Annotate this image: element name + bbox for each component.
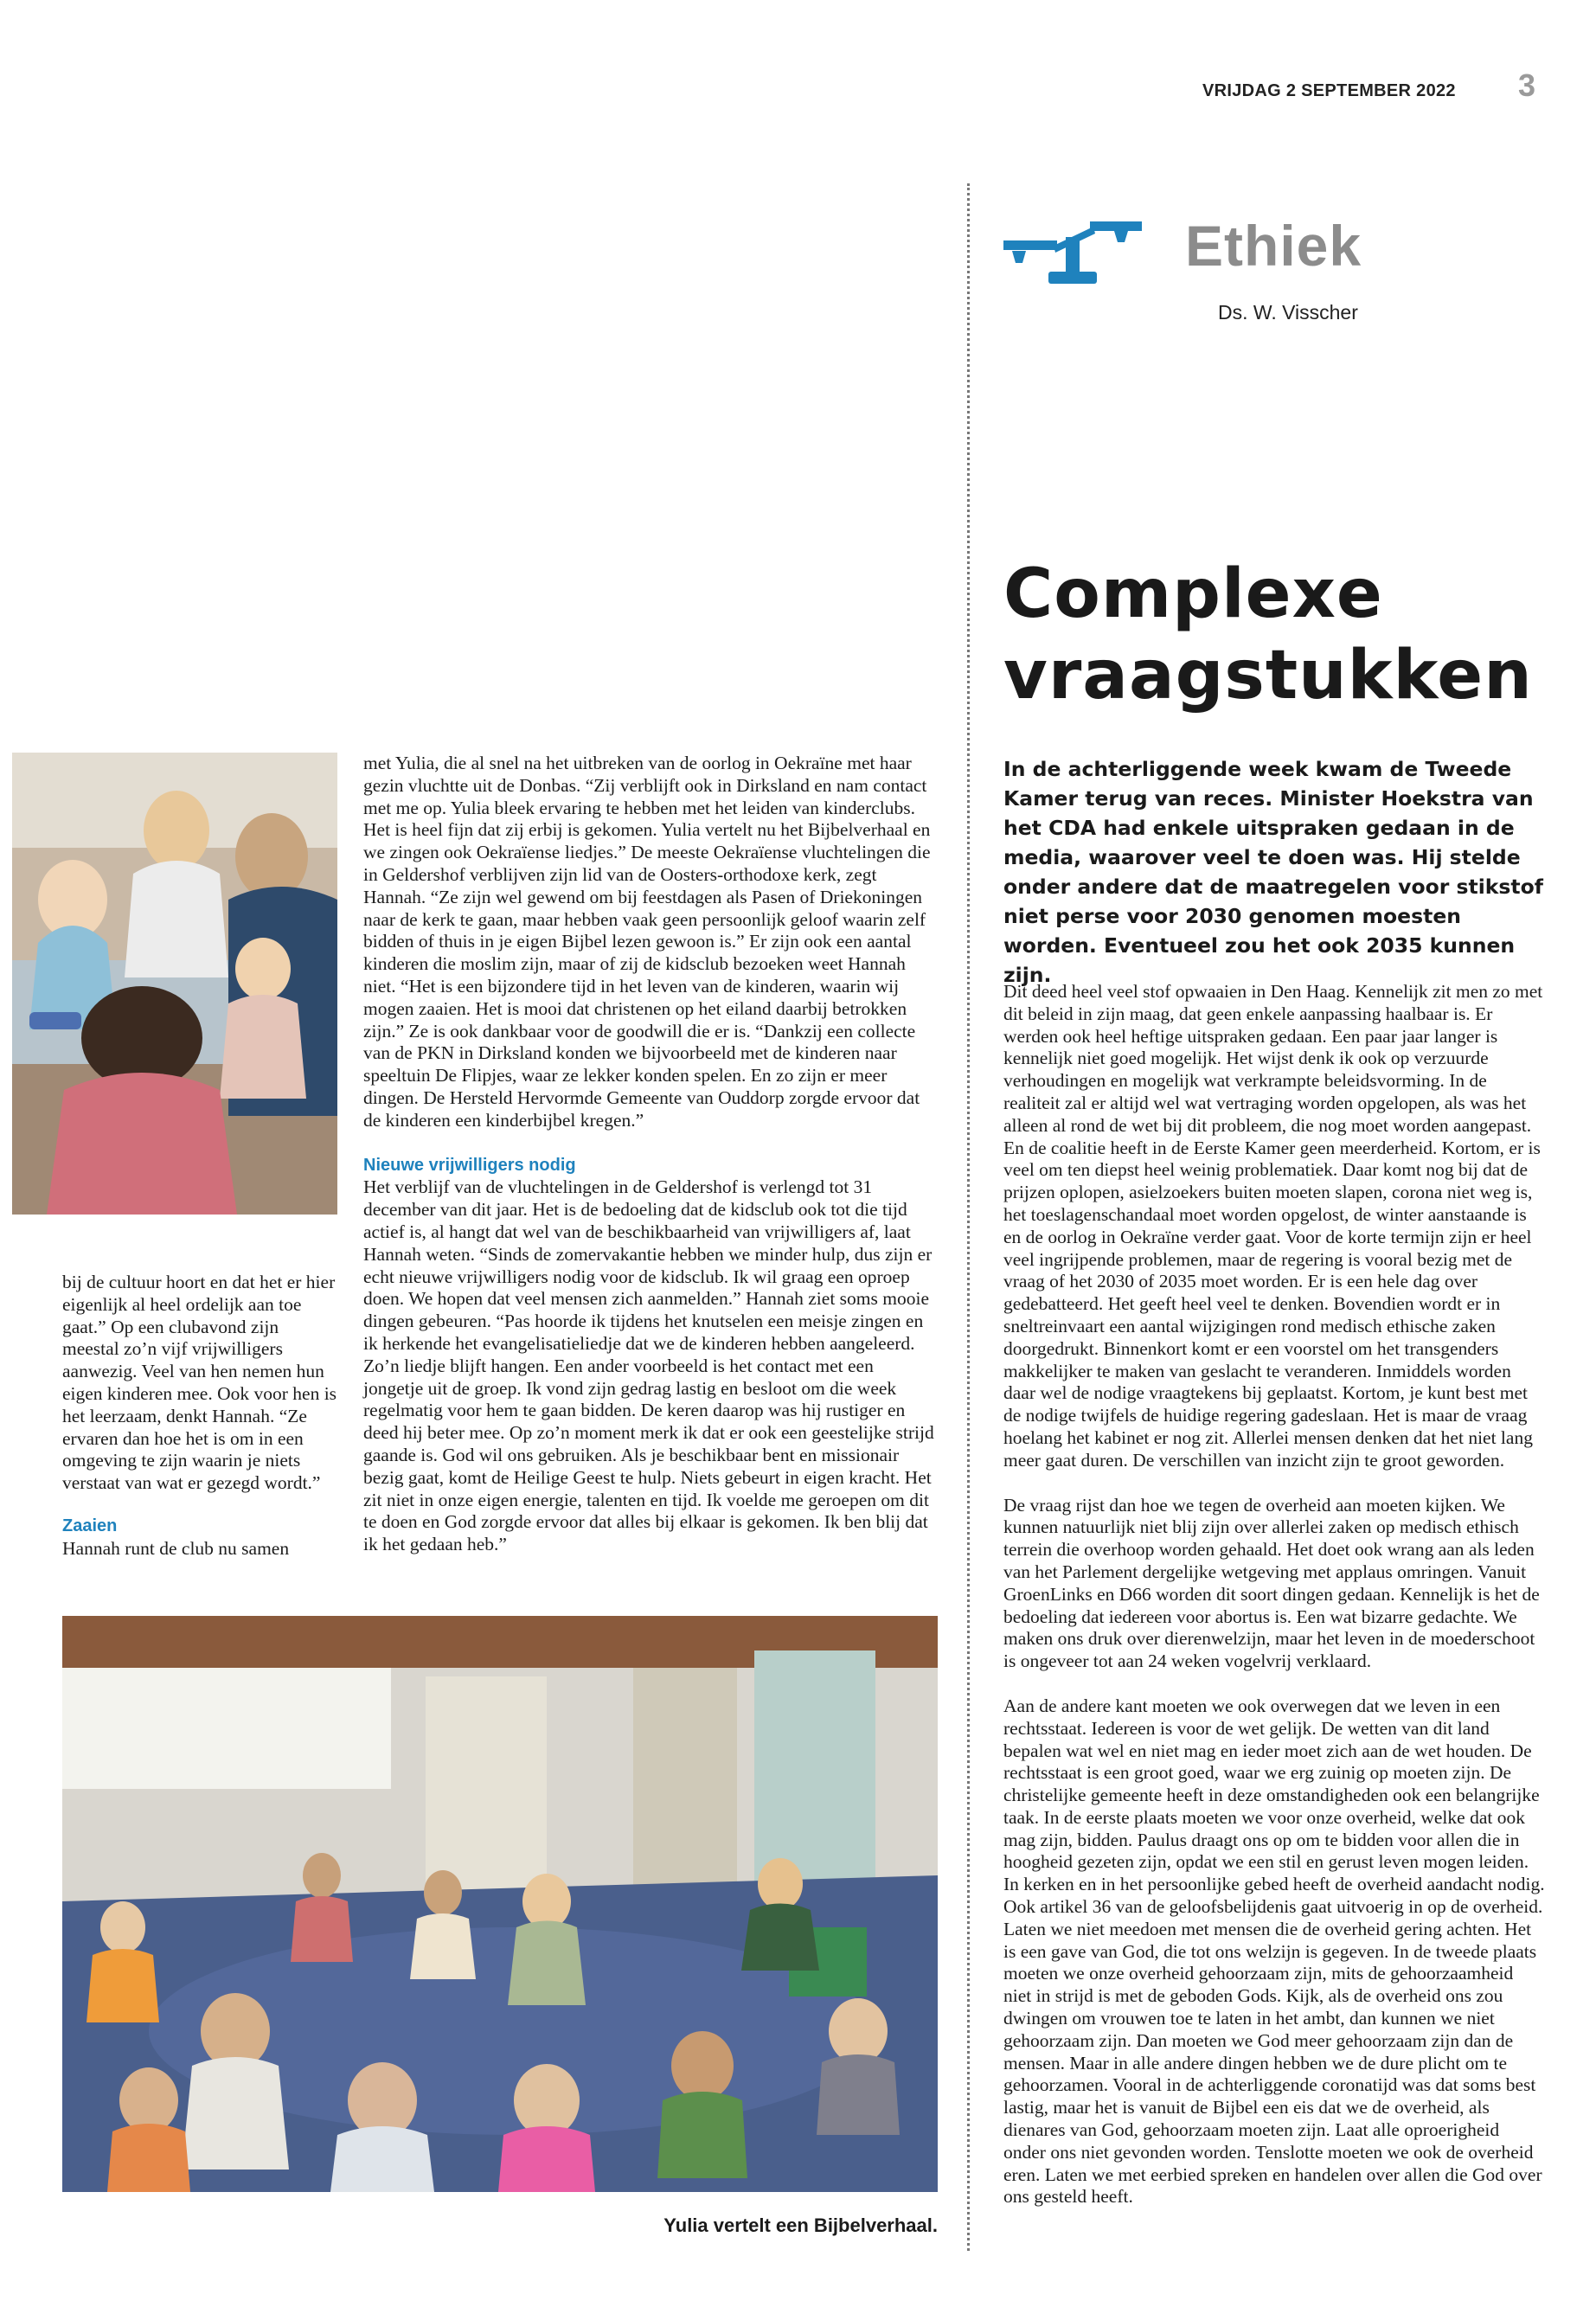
kidsclub-paragraph: Het verblijf van de vluchtelingen in de Geldershof is verlengd tot 31 december van dit jaar. Het is de bedoeling dat de kidsclub ook tot die tijd actief is, al hangt dat wel van de beschikbaarheid van vrijwilligers af, laat Hannah weten. “Sinds de zomervakantie hebben we minder hulp, dus zijn er echt nieuwe vrijwilligers nodig voor de kidsclub. Ik wil graag een oproep doen. We hopen dat veel mensen zich aanmelden.” Hannah ziet soms mooie dingen gebeuren. “Pas hoorde ik tijdens het knutselen een meisje zingen en ik herkende het evangelisatieliedje dat we de kinderen hebben aangeleerd. Zo’n liedje blijft hangen. Een ander voorbeeld is het contact met een jongetje uit de groep. Ik vond zijn gedrag lastig en besloot om die week regelmatig voor hem te gaan bidden. De keren daarop was hij rustiger en deed hij beter mee. Op zo’n moment merk ik dat er ook een geestelijke strijd gaande is. God wil ons gebruiken. Als je beschikbaar bent en missionair bezig gaat, komt de Heilige Geest te hulp. Niets gebeurt in eigen kracht. Het zit niet in onze eigen energie, talenten en tijd. Ik voelde me geroepen om dit te doen en God zorgde ervoor dat alles bij elkaar is gekomen. Ik ben blij dat ik het gedaan heb.” [363, 1176, 934, 1555]
author-byline: Ds. W. Visscher [1218, 301, 1358, 324]
article-lead: In de achterliggende week kwam de Tweede Kamer terug van reces. Minister Hoekstra van het CDA had enkele uitspraken gedaan in de media, waarover veel te doen was. Hij stelde onder andere dat de maatregelen voor stikstof niet perse voor 2030 genomen moesten worden. Eventueel zou het ook 2035 kunnen zijn. [1003, 757, 1544, 987]
article-body [1003, 981, 1545, 2231]
bible-story-photo [62, 1616, 938, 2192]
photo-caption: Yulia vertelt een Bijbelverhaal. [663, 2214, 938, 2236]
headline-line-1: Complexe [1003, 555, 1383, 633]
subhead-zaaien: Zaaien [62, 1516, 118, 1535]
kidsclub-paragraph: Hannah runt de club nu samen [62, 1537, 290, 1559]
body-paragraph: Dit deed heel veel stof opwaaien in Den Haag. Kennelijk zit men zo met dit beleid in zijn maag, dat geen enkele aanpassing haalbaar is. Er werden ook heel heftige uitspraken gedaan. Een paar jaar langer is kennelijk niet goed mogelijk. Het wijst denk ik ook op verzuurde verhoudingen en mogelijk wat verkrampte beleidsvorming. In de realiteit zal er altijd wel wat vertraging worden opgelopen, als was het alleen al rond de wet bij dit probleem, die nog moet worden aangepast. En de coalitie heeft in de Eerste Kamer geen meerderheid. Kortom, er is veel om ten diepst heel weinig problematiek. Daar komt nog bij dat de prijzen oplopen, asielzoekers buiten moeten slapen, corona niet weg is, het toeslagenschandaal moet worden opgelost, de winter aanstaande is en de oorlog in Oekraïne verder gaat. Voor de korte termijn zijn er heel veel ingrijpende problemen, maar de regering is vooral bezig met de vraag of het 2030 of 2035 moet worden. Er is een hele dag over gedebatteerd. Het geeft heel veel te denken. Bovendien wordt er in sneltreinvaart een aantal wijzigingen rond medisch ethische zaken doorgedrukt. Binnenkort komt er een voorstel om het transgenders makkelijker te maken van geslacht te veranderen. Inmiddels worden daar wel de nodige vraagtekens bij geplaatst. Kortom, je kunt best met de nodige twijfels de huidige regering gadeslaan. Het is maar de vraag hoelang het kabinet er nog zit. Allerlei mensen denken dat het niet lang meer gaat duren. De verschillen van inzicht zijn te groot geworden. [1003, 981, 1543, 1471]
body-paragraph: Aan de andere kant moeten we ook overwegen dat we leven in een rechtsstaat. Iedereen is voor de wet gelijk. De wetten van dit land bepalen wat wel en niet mag en ieder moet zich aan de wet houden. De rechtsstaat is een groot goed, waar we erg zuinig op moeten zijn. De christelijke gemeente heeft in deze omstandigheden ook een belangrijke taak. In de eerste plaats moeten we voor onze overheid, welke dat ook mag zijn, bidden. Paulus draagt ons op om te bidden voor allen die in hoogheid gezeten zijn, opdat we een stil en gerust leven mogen leiden. In kerken en in het persoonlijke gebed heeft de overheid aandacht nodig. Ook artikel 36 van de geloofsbelijdenis gaat uitvoerig in op de overheid. Laten we niet meedoen met mensen die de overheid gering achten. Het is een gave van God, die tot ons welzijn is gegeven. In de tweede plaats moeten we onze overheid gehoorzaam zijn, mits de gehoorzaamheid niet in strijd is met de geboden Gods. Kijk, als de overheid ons zou dwingen om vrouwen toe te laten in het ambt, dan kunnen we niet gehoorzaam zijn. Dan moeten we God meer gehoorzaam zijn dan de mensen. Maar in alle andere dingen hebben we de dure plicht om te gehoorzamen. Vooral in de achterliggende coronatijd was dat soms best lastig, maar het is vanuit de Bijbel een eis dat we de overheid, als dienares van God, gehoorzaam moeten zijn. Laat alle oproerigheid onder ons niet gevonden worden. Tenslotte moeten we ook de overheid eren. Laten we met eerbied spreken en handelen over allen die God over ons gesteld heeft. [1003, 1695, 1545, 2208]
article-headline [1003, 554, 1540, 716]
headline-line-2: vraagstukken [1003, 637, 1533, 715]
kidsclub-paragraph: bij de cultuur hoort en dat het er hier eigenlijk al heel ordelijk aan toe gaat.” Op een clubavond zijn meestal zo’n vijf vrijwilligers aanwezig. Veel van hen nemen hun eigen kinderen mee. Ook voor hen is het leerzaam, denkt Hannah. “Ze ervaren dan hoe het is om in een omgeving te zijn waarin je niets verstaat van wat er gezegd wordt.” [62, 1272, 337, 1494]
column-divider [967, 183, 970, 2251]
balance-scale-icon [1003, 216, 1142, 291]
crafting-photo [12, 753, 337, 1215]
body-paragraph: De vraag rijst dan hoe we tegen de overheid aan moeten kijken. We kunnen natuurlijk niet blij zijn over allerlei zaken op medisch ethisch terrein die overhoop worden gehaald. Het doet ook wrang aan als leden van het Parlement dergelijke wetgeving met applaus omringen. Vanuit GroenLinks en D66 worden dit soort dingen gedaan. Kennelijk is het de bedoeling dat iedereen voor abortus is. Een wat bizarre gedachte. We maken ons druk over dierenwelzijn, maar het leven in de moederschoot is ongeveer tot aan 24 weken vogelvrij verklaard. [1003, 1494, 1540, 1672]
kidsclub-middle-column [363, 753, 938, 1556]
issue-date: VRIJDAG 2 SEPTEMBER 2022 [1202, 81, 1456, 100]
page-number: 3 [1518, 67, 1536, 103]
kidsclub-paragraph: met Yulia, die al snel na het uitbreken van de oorlog in Oekraïne met haar gezin vluchtte uit de Donbas. “Zij verblijft ook in Dirksland en nam contact met me op. Yulia bleek ervaring te hebben met het leiden van kinderclubs. Het is heel fijn dat zij erbij is gekomen. Yulia vertelt nu het Bijbelverhaal en we zingen ook Oekraïense liedjes.” De meeste Oekraïense vluchtelingen die in Geldershof verblijven zijn lid van de Oosters-orthodoxe kerk, zegt Hannah. “Ze zijn wel gewend om bij feestdagen als Pasen of Driekoningen naar de kerk te gaan, maar hebben vaak geen persoonlijk geloof waarin zelf bidden of thuis in je eigen Bijbel lezen gewoon is.” Er zijn ook een aantal kinderen die moslim zijn, maar of zij de kidsclub bezoeken weet Hannah niet. “Het is een bijzondere tijd in het leven van de kinderen, waarin wij mogen zaaien. Het is mooi dat christenen op het eiland daarbij betrokken zijn.” Ze is ook dankbaar voor de goodwill die er is. “Dankzij een collecte van de PKN in Dirksland konden we bijvoorbeeld met de kinderen naar speeltuin De Flipjes, waar ze lekker konden spelen. En zo zijn er meer dingen. De Hersteld Hervormde Gemeente van Ouddorp zorgde ervoor dat de kinderen een kinderbijbel kregen.” [363, 753, 931, 1131]
subhead-volunteers: Nieuwe vrijwilligers nodig [363, 1155, 576, 1175]
kidsclub-left-column [62, 1272, 339, 1561]
section-title: Ethiek [1185, 214, 1362, 278]
